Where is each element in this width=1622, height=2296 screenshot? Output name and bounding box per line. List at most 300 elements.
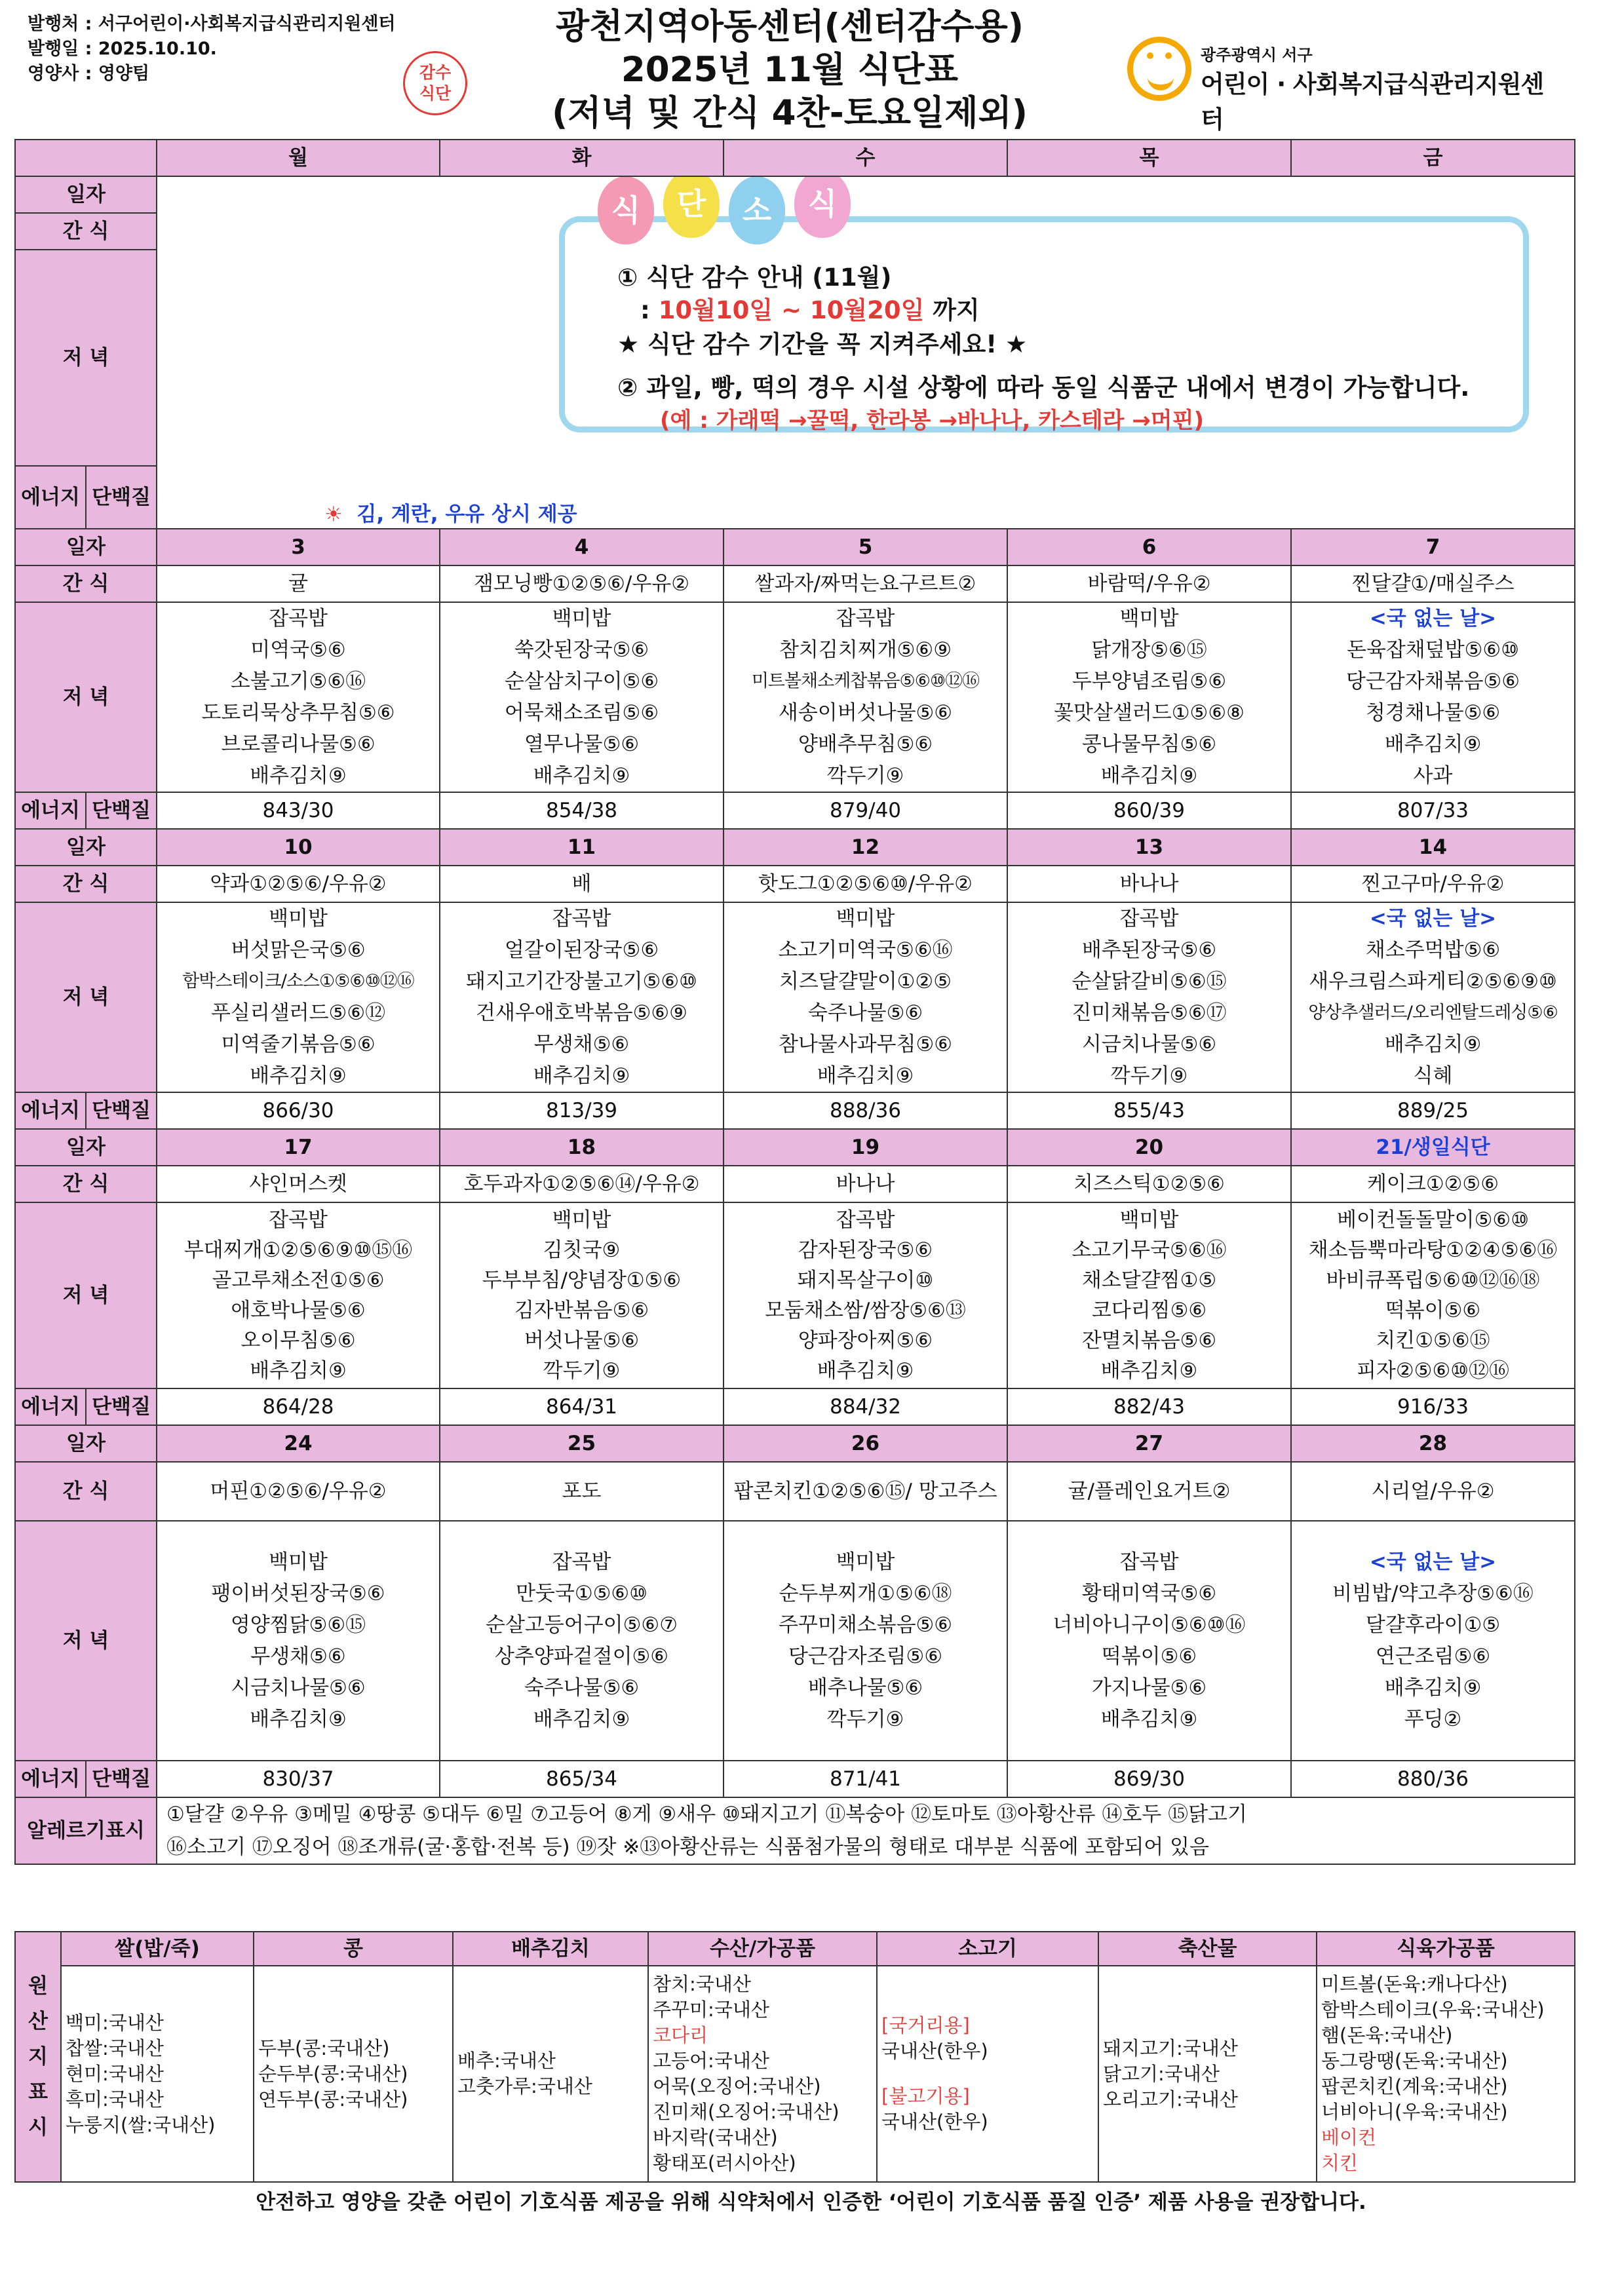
energy-label: 에너지 — [15, 1092, 86, 1129]
menu-item: 백미밥 — [836, 1550, 895, 1574]
menu-item: 두부부침/양념장①⑤⑥ — [482, 1269, 682, 1292]
menu-item: 팽이버섯된장국⑤⑥ — [211, 1582, 385, 1605]
origin-item: 국내산(한우) — [881, 2111, 988, 2133]
nutrition-cell: 855/43 — [1007, 1092, 1291, 1129]
snack-row — [15, 1462, 1575, 1521]
logo-eye-left — [1147, 52, 1153, 59]
nutrition-cell: 884/32 — [724, 1388, 1007, 1425]
date-cell: 11 — [440, 829, 724, 866]
menu-item: 코다리찜⑤⑥ — [1091, 1299, 1207, 1322]
dinner-cell — [440, 902, 724, 1092]
menu-item: 얼갈이된장국⑤⑥ — [504, 938, 659, 962]
origin-item: 순두부(콩:국내산) — [258, 2062, 408, 2085]
dinner-cell — [157, 902, 440, 1092]
origin-item: 바지락(국내산) — [653, 2126, 778, 2149]
footer-note: 안전하고 영양을 갖춘 어린이 기호식품 제공을 위해 식약처에서 인증한 ‘어린이 기호식품 품질 인증’ 제품 사용을 권장합니다. — [256, 2191, 1366, 2214]
notice-line2: : 10월10일 ~ 10월20일 까지 — [640, 296, 980, 324]
date-label: 일자 — [15, 176, 157, 213]
snack-cell: 시리얼/우유② — [1291, 1462, 1575, 1521]
date-cell: 5 — [724, 529, 1007, 565]
date-cell: 14 — [1291, 829, 1575, 866]
origin-item: 돼지고기:국내산 — [1103, 2037, 1238, 2059]
protein-label: 단백질 — [86, 1761, 157, 1797]
menu-item: 깍두기⑨ — [543, 1359, 621, 1383]
menu-item: 배추김치⑨ — [250, 1708, 347, 1731]
snack-cell: 치즈스틱①②⑤⑥ — [1007, 1166, 1291, 1202]
nutrition-row — [15, 1092, 1575, 1129]
menu-item: 백미밥 — [1119, 1208, 1179, 1232]
menu-item: 잡곡밥 — [552, 1550, 611, 1574]
menu-item: 돼지목살구이⑩ — [797, 1269, 934, 1292]
menu-item: 피자②⑤⑥⑩⑫⑯ — [1356, 1359, 1510, 1383]
menu-item: 너비아니구이⑤⑥⑩⑯ — [1052, 1613, 1246, 1637]
menu-item: 치킨①⑤⑥⑮ — [1376, 1329, 1490, 1352]
nutrition-row — [15, 1388, 1575, 1425]
origin-item: 찹쌀:국내산 — [66, 2037, 164, 2059]
origin-item: 미트볼(돈육:캐나다산) — [1321, 1973, 1508, 1995]
origin-item: 너비아니(우육:국내산) — [1321, 2101, 1508, 2123]
date-row — [15, 529, 1575, 565]
stamp-line2: 식단 — [419, 84, 452, 103]
origin-side-char: 산 — [28, 2010, 48, 2033]
center-logo — [1127, 33, 1553, 134]
protein-label: 단백질 — [86, 792, 157, 829]
menu-item: <국 없는 날> — [1369, 907, 1497, 930]
dinner-label: 저 녁 — [15, 250, 157, 466]
snack-cell: 팝콘치킨①②⑤⑥⑮/ 망고주스 — [724, 1462, 1007, 1521]
menu-item: 모둠채소쌈/쌈장⑤⑥⑬ — [765, 1299, 966, 1322]
menu-item: 잡곡밥 — [836, 1208, 895, 1232]
snack-row — [15, 866, 1575, 902]
protein-label: 단백질 — [86, 466, 157, 529]
menu-item: 함박스테이크/소스①⑤⑥⑩⑫⑯ — [182, 971, 414, 991]
origin-item: 배추:국내산 — [457, 2050, 556, 2072]
balloon-3: 소 — [729, 176, 785, 244]
day-mon: 월 — [157, 140, 440, 176]
menu-item: 배추나물⑤⑥ — [807, 1676, 923, 1700]
menu-item: 잡곡밥 — [269, 1208, 328, 1232]
snack-row — [15, 565, 1575, 602]
date-cell: 7 — [1291, 529, 1575, 565]
menu-item: 백미밥 — [836, 907, 895, 930]
date-label: 일자 — [15, 829, 157, 866]
snack-cell: 바나나 — [1007, 866, 1291, 902]
origin-header-row — [15, 1932, 1575, 1966]
menu-item: 떡볶이⑤⑥ — [1101, 1645, 1197, 1668]
origin-item: 두부(콩:국내산) — [258, 2037, 390, 2059]
nutrition-cell: 916/33 — [1291, 1388, 1575, 1425]
dinner-cell — [724, 602, 1007, 792]
menu-item: 배추김치⑨ — [1100, 1708, 1198, 1731]
date-cell: 27 — [1007, 1425, 1291, 1462]
menu-item: 배추김치⑨ — [1100, 1359, 1198, 1383]
always-provided-note: ☀ 김, 계란, 우유 상시 제공 — [324, 503, 577, 526]
menu-item: 가지나물⑤⑥ — [1091, 1676, 1207, 1700]
menu-item: 베이컨돌돌말이⑤⑥⑩ — [1337, 1208, 1529, 1232]
menu-item: 배추김치⑨ — [817, 1359, 914, 1383]
snack-cell: 핫도그①②⑤⑥⑩/우유② — [724, 866, 1007, 902]
date-label: 일자 — [15, 1425, 157, 1462]
origin-head-kimchi: 배추김치 — [453, 1932, 648, 1966]
menu-item: 만둣국①⑤⑥⑩ — [515, 1582, 647, 1605]
notice-line3: ★ 식단 감수 기간을 꼭 지켜주세요! ★ — [617, 330, 1028, 358]
nutrition-cell: 880/36 — [1291, 1761, 1575, 1797]
nutrition-cell: 864/28 — [157, 1388, 440, 1425]
menu-item: 식혜 — [1413, 1064, 1453, 1088]
logo-eye-right — [1165, 52, 1172, 59]
logo-title: 어린이 · 사회복지급식관리지원센터 — [1201, 70, 1544, 134]
menu-item: 백미밥 — [269, 907, 328, 930]
nutrition-cell: 871/41 — [724, 1761, 1007, 1797]
menu-item: 감자된장국⑤⑥ — [798, 1238, 933, 1262]
date-label: 일자 — [15, 1129, 157, 1166]
menu-item: 영양찜닭⑤⑥⑮ — [230, 1613, 366, 1637]
origin-item: 현미:국내산 — [66, 2062, 164, 2085]
dinner-row — [15, 902, 1575, 1092]
issue-date: 발행일 : 2025.10.10. — [28, 39, 217, 59]
menu-item: 백미밥 — [269, 1550, 328, 1574]
snack-cell: 배 — [440, 866, 724, 902]
menu-table — [14, 139, 1575, 1865]
snack-label: 간 식 — [15, 1166, 157, 1202]
origin-item: 햄(돈육:국내산) — [1321, 2024, 1453, 2046]
origin-head-bean: 콩 — [254, 1932, 453, 1966]
day-fri: 금 — [1291, 140, 1575, 176]
menu-item: 배추김치⑨ — [250, 1359, 347, 1383]
menu-item: 배추김치⑨ — [533, 1708, 630, 1731]
date-cell: 6 — [1007, 529, 1291, 565]
nutrition-cell: 830/37 — [157, 1761, 440, 1797]
energy-label: 에너지 — [15, 792, 86, 829]
origin-processed — [1317, 1966, 1575, 2182]
menu-item: 시금치나물⑤⑥ — [231, 1676, 366, 1700]
snack-cell: 찐달걀①/매실주스 — [1291, 565, 1575, 602]
dinner-cell — [1007, 602, 1291, 792]
allergen-row — [15, 1797, 1575, 1864]
menu-item: 배추된장국⑤⑥ — [1081, 938, 1217, 962]
menu-item: 황태미역국⑤⑥ — [1081, 1582, 1217, 1605]
menu-item: 버섯나물⑤⑥ — [524, 1329, 640, 1352]
menu-item: 푸딩② — [1404, 1708, 1462, 1731]
stamp-line1: 감수 — [419, 63, 452, 82]
menu-item: 참치김치찌개⑤⑥⑨ — [779, 638, 952, 662]
menu-item: 깍두기⑨ — [826, 1708, 904, 1731]
sun-icon: ☀ — [324, 503, 343, 526]
smile-logo-icon — [1127, 37, 1191, 101]
balloon-1: 식 — [598, 176, 654, 244]
origin-item: 흑미:국내산 — [66, 2088, 164, 2111]
menu-item: 어묵채소조림⑤⑥ — [504, 701, 659, 725]
menu-item: 순살고등어구이⑤⑥⑦ — [486, 1613, 678, 1637]
dinner-cell — [1007, 1521, 1291, 1761]
menu-item: 잡곡밥 — [1119, 1550, 1179, 1574]
menu-item: 잡곡밥 — [552, 907, 611, 930]
origin-side-char: 시 — [28, 2116, 48, 2139]
menu-item: 골고루채소전①⑤⑥ — [212, 1269, 385, 1292]
origin-kimchi — [453, 1966, 648, 2182]
menu-item: <국 없는 날> — [1369, 1550, 1497, 1574]
date-label: 일자 — [15, 529, 157, 565]
menu-item: 양배추무침⑤⑥ — [798, 733, 933, 756]
nutrition-cell: 813/39 — [440, 1092, 724, 1129]
origin-item: 닭고기:국내산 — [1103, 2062, 1220, 2085]
menu-item: 열무나물⑤⑥ — [524, 733, 640, 756]
menu-item: 상추양파겉절이⑤⑥ — [494, 1645, 669, 1668]
menu-item: 푸실리샐러드⑤⑥⑫ — [210, 1001, 386, 1025]
nutrition-cell: 854/38 — [440, 792, 724, 829]
dinner-row — [15, 602, 1575, 792]
nutrition-cell: 889/25 — [1291, 1092, 1575, 1129]
menu-item: 배추김치⑨ — [250, 1064, 347, 1088]
energy-label: 에너지 — [15, 1388, 86, 1425]
nutrition-cell: 843/30 — [157, 792, 440, 829]
menu-item: 잔멸치볶음⑤⑥ — [1081, 1329, 1217, 1352]
publisher: 발행처 : 서구어린이·사회복지급식관리지원센터 — [28, 14, 396, 34]
menu-item: 채소주먹밥⑤⑥ — [1365, 938, 1501, 962]
dinner-cell — [724, 1521, 1007, 1761]
origin-side-char: 원 — [28, 1974, 48, 1998]
date-cell: 28 — [1291, 1425, 1575, 1462]
menu-item: 백미밥 — [552, 607, 611, 630]
origin-item: 코다리 — [653, 2024, 708, 2046]
menu-item: 잡곡밥 — [836, 607, 895, 630]
menu-item: 두부양념조림⑤⑥ — [1072, 670, 1227, 693]
origin-table — [14, 1931, 1575, 2183]
menu-item: 배추김치⑨ — [250, 764, 347, 788]
balloon-2: 단 — [663, 176, 720, 238]
dinner-cell — [440, 602, 724, 792]
menu-item: 브로콜리나물⑤⑥ — [221, 733, 376, 756]
notice-line5: (예 : 가래떡 →꿀떡, 한라봉 →바나나, 카스테라 →머핀) — [660, 408, 1205, 434]
menu-item: 무생채⑤⑥ — [533, 1033, 630, 1056]
menu-item: 채소듬뿍마라탕①②④⑤⑥⑯ — [1308, 1238, 1558, 1262]
date-cell: 10 — [157, 829, 440, 866]
menu-item: 배추김치⑨ — [533, 1064, 630, 1088]
menu-item: 깍두기⑨ — [1110, 1064, 1188, 1088]
snack-cell: 바나나 — [724, 1166, 1007, 1202]
origin-item: 치킨 — [1321, 2152, 1359, 2174]
snack-cell: 샤인머스켓 — [157, 1166, 440, 1202]
notice-box — [559, 186, 1529, 434]
energy-label: 에너지 — [15, 466, 86, 529]
menu-item: 배추김치⑨ — [817, 1064, 914, 1088]
menu-item: 꽃맛살샐러드①⑤⑥⑧ — [1054, 701, 1245, 725]
date-cell: 4 — [440, 529, 724, 565]
menu-item: 당근감자조림⑤⑥ — [788, 1645, 943, 1668]
origin-head-rice: 쌀(밥/죽) — [61, 1932, 254, 1966]
origin-item: [불고기용] — [881, 2085, 970, 2107]
notice-line1: ① 식단 감수 안내 (11월) — [617, 263, 892, 292]
menu-item: 치즈달걀말이①②⑤ — [779, 970, 952, 993]
snack-cell: 바람떡/우유② — [1007, 565, 1291, 602]
menu-item: 순살닭갈비⑤⑥⑮ — [1072, 970, 1227, 993]
snack-cell: 호두과자①②⑤⑥⑭/우유② — [440, 1166, 724, 1202]
date-row — [15, 829, 1575, 866]
snack-label: 간 식 — [15, 866, 157, 902]
dinner-row — [15, 1521, 1575, 1761]
snack-cell: 잼모닝빵①②⑤⑥/우유② — [440, 565, 724, 602]
dinner-cell — [1007, 902, 1291, 1092]
menu-item: 도토리묵상추무침⑤⑥ — [201, 701, 395, 725]
menu-item: 채소달걀찜①⑤ — [1081, 1269, 1217, 1292]
origin-item: 어묵(오징어:국내산) — [653, 2075, 821, 2097]
origin-item: 참치:국내산 — [653, 1973, 751, 1995]
menu-item: 배추김치⑨ — [1100, 764, 1198, 788]
origin-item: 백미:국내산 — [66, 2011, 164, 2034]
dinner-label: 저 녁 — [15, 902, 157, 1092]
menu-item: 부대찌개①②⑤⑥⑨⑩⑮⑯ — [183, 1238, 413, 1262]
date-row — [15, 1129, 1575, 1166]
date-cell: 19 — [724, 1129, 1007, 1166]
menu-item: 미역국⑤⑥ — [250, 638, 346, 662]
balloon-4: 식 — [794, 176, 851, 238]
dinner-label: 저 녁 — [15, 1521, 157, 1761]
menu-item: 잡곡밥 — [1119, 907, 1179, 930]
origin-head-seafood: 수산/가공품 — [648, 1932, 877, 1966]
dinner-cell — [1291, 602, 1575, 792]
menu-item: 참나물사과무침⑤⑥ — [778, 1033, 953, 1056]
nutrition-cell: 879/40 — [724, 792, 1007, 829]
menu-item: 새송이버섯나물⑤⑥ — [778, 701, 953, 725]
snack-cell: 포도 — [440, 1462, 724, 1521]
day-tue: 화 — [440, 140, 724, 176]
snack-cell: 케이크①②⑤⑥ — [1291, 1166, 1575, 1202]
origin-item: 연두부(콩:국내산) — [258, 2088, 408, 2111]
menu-item: 무생채⑤⑥ — [250, 1645, 346, 1668]
origin-item: 누룽지(쌀:국내산) — [66, 2113, 216, 2136]
menu-item: 쑥갓된장국⑤⑥ — [514, 638, 649, 662]
allergen-line2: ⑯소고기 ⑰오징어 ⑱조개류(굴·홍합·전복 등) ⑲잣 ※⑬아황산류는 식품첨가물의 형태로 대부분 식품에 포함되어 있음 — [166, 1835, 1209, 1859]
dinner-cell — [157, 1202, 440, 1388]
nutrition-cell: 807/33 — [1291, 792, 1575, 829]
menu-item: 배추김치⑨ — [533, 764, 630, 788]
dinner-cell — [724, 902, 1007, 1092]
origin-beef — [877, 1966, 1098, 2182]
menu-item: 비빔밥/약고추장⑤⑥⑯ — [1332, 1582, 1534, 1605]
origin-item: 팝콘치킨(계육:국내산) — [1321, 2075, 1508, 2097]
menu-item: 새우크림스파게티②⑤⑥⑨⑩ — [1309, 970, 1557, 993]
menu-item: 주꾸미채소볶음⑤⑥ — [778, 1613, 953, 1637]
menu-item: 바비큐폭립⑤⑥⑩⑫⑯⑱ — [1326, 1269, 1540, 1292]
nutrition-cell: 860/39 — [1007, 792, 1291, 829]
dinner-row — [15, 1202, 1575, 1388]
notice-cell — [157, 176, 1575, 529]
origin-item: 베이컨 — [1321, 2126, 1377, 2149]
snack-cell: 찐고구마/우유② — [1291, 866, 1575, 902]
menu-item: 돈육잡채덮밥⑤⑥⑩ — [1346, 638, 1520, 662]
menu-item: 건새우애호박볶음⑤⑥⑨ — [476, 1001, 687, 1025]
dinner-cell — [157, 1521, 440, 1761]
origin-head-processed: 식육가공품 — [1317, 1932, 1575, 1966]
date-cell: 3 — [157, 529, 440, 565]
day-thu: 목 — [1007, 140, 1291, 176]
snack-label: 간 식 — [15, 565, 157, 602]
logo-subtitle: 광주광역시 서구 — [1201, 46, 1313, 64]
menu-item: 김자반볶음⑤⑥ — [514, 1299, 649, 1322]
origin-item: 황태포(러시아산) — [653, 2152, 796, 2174]
menu-item: 닭개장⑤⑥⑮ — [1091, 638, 1207, 662]
origin-head-beef: 소고기 — [877, 1932, 1098, 1966]
origin-side-label — [15, 1932, 61, 2182]
origin-item: 진미채(오징어:국내산) — [653, 2101, 840, 2123]
menu-item: 김칫국⑨ — [543, 1238, 621, 1262]
origin-item: 국내산(한우) — [881, 2040, 988, 2062]
title-line1: 광천지역아동센터(센터감수용) — [555, 7, 1024, 47]
origin-item: 고등어:국내산 — [653, 2050, 769, 2072]
date-cell: 13 — [1007, 829, 1291, 866]
menu-item: 시금치나물⑤⑥ — [1081, 1033, 1217, 1056]
date-row — [15, 1425, 1575, 1462]
menu-item: 양파장아찌⑤⑥ — [798, 1329, 933, 1352]
menu-item: 애호박나물⑤⑥ — [231, 1299, 366, 1322]
dinner-cell — [440, 1521, 724, 1761]
nutrition-row — [15, 792, 1575, 829]
weekday-header-row — [15, 140, 1575, 176]
origin-item: 주꾸미:국내산 — [653, 1999, 769, 2021]
snack-label: 간 식 — [15, 1462, 157, 1521]
origin-item: 동그랑땡(돈육:국내산) — [1321, 2050, 1508, 2072]
nutrition-row — [15, 1761, 1575, 1797]
snack-cell: 귤 — [157, 565, 440, 602]
menu-item: 버섯맑은국⑤⑥ — [231, 938, 366, 962]
title-line3: (저녁 및 간식 4찬-토요일제외) — [552, 93, 1028, 133]
nutrition-cell: 888/36 — [724, 1092, 1007, 1129]
notice-date-row — [15, 176, 1575, 213]
protein-label: 단백질 — [86, 1092, 157, 1129]
date-cell: 17 — [157, 1129, 440, 1166]
menu-item: 순두부찌개①⑤⑥⑱ — [779, 1582, 952, 1605]
nutrition-cell: 869/30 — [1007, 1761, 1291, 1797]
dinner-cell — [1291, 902, 1575, 1092]
origin-item: [국거리용] — [881, 2014, 970, 2037]
corner-cell — [15, 140, 157, 176]
origin-rice — [61, 1966, 254, 2182]
origin-side-char: 지 — [28, 2045, 48, 2069]
menu-item: 달걀후라이①⑤ — [1365, 1613, 1501, 1637]
menu-item: 양상추샐러드/오리엔탈드레싱⑤⑥ — [1308, 1003, 1558, 1023]
energy-label: 에너지 — [15, 1761, 86, 1797]
allergen-legend — [157, 1797, 1575, 1864]
dinner-label: 저 녁 — [15, 1202, 157, 1388]
origin-side-char: 표 — [28, 2080, 48, 2104]
snack-cell: 약과①②⑤⑥/우유② — [157, 866, 440, 902]
nutrition-cell: 865/34 — [440, 1761, 724, 1797]
dinner-cell — [1291, 1521, 1575, 1761]
menu-item: 숙주나물⑤⑥ — [807, 1001, 923, 1025]
menu-item: 백미밥 — [552, 1208, 611, 1232]
allergen-line1: ①달걀 ②우유 ③메밀 ④땅콩 ⑤대두 ⑥밀 ⑦고등어 ⑧게 ⑨새우 ⑩돼지고기 ⑪복숭아 ⑫토마토 ⑬아황산류 ⑭호두 ⑮닭고기 — [166, 1803, 1247, 1826]
menu-item: 사과 — [1413, 764, 1453, 788]
dinner-cell — [157, 602, 440, 792]
nutrition-cell: 866/30 — [157, 1092, 440, 1129]
origin-head-livestock: 축산물 — [1098, 1932, 1317, 1966]
menu-item: 숙주나물⑤⑥ — [524, 1676, 640, 1700]
page-title — [485, 5, 1094, 135]
menu-item: 미트볼채소케찹볶음⑤⑥⑩⑫⑯ — [751, 671, 980, 691]
menu-item: 소고기미역국⑤⑥⑯ — [778, 938, 953, 962]
menu-item: 돼지고기간장불고기⑤⑥⑩ — [466, 970, 697, 993]
menu-item: 소고기무국⑤⑥⑯ — [1072, 1238, 1227, 1262]
snack-cell: 귤/플레인요거트② — [1007, 1462, 1291, 1521]
origin-item: 오리고기:국내산 — [1103, 2088, 1238, 2111]
nutrition-cell: 882/43 — [1007, 1388, 1291, 1425]
date-cell: 12 — [724, 829, 1007, 866]
date-cell: 21/생일식단 — [1291, 1129, 1575, 1166]
menu-item: 미역줄기볶음⑤⑥ — [221, 1033, 376, 1056]
allergen-label: 알레르기표시 — [15, 1797, 157, 1864]
menu-item: 연근조림⑤⑥ — [1375, 1645, 1491, 1668]
nutrition-cell: 864/31 — [440, 1388, 724, 1425]
